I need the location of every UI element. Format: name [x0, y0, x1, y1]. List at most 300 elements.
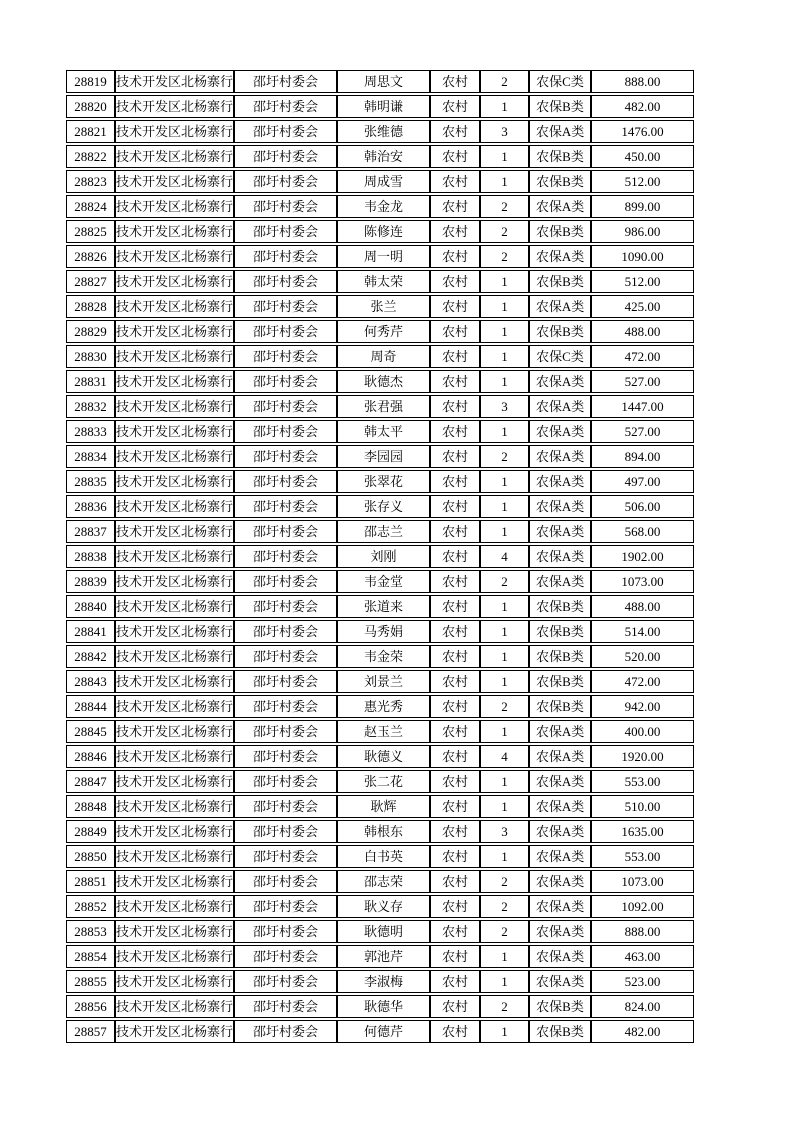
cell-person-count: 1: [480, 970, 529, 993]
cell-amount: 942.00: [591, 695, 694, 718]
cell-serial: 28849: [66, 820, 115, 843]
cell-district: 技术开发区北杨寨行: [115, 120, 234, 143]
cell-insurance-class: 农保A类: [529, 770, 591, 793]
cell-person-name: 韩治安: [337, 145, 430, 168]
table-row: [66, 195, 694, 218]
cell-person-count: 2: [480, 195, 529, 218]
table-row: [66, 645, 694, 668]
cell-village: 邵圩村委会: [234, 870, 337, 893]
cell-village: 邵圩村委会: [234, 920, 337, 943]
cell-village: 邵圩村委会: [234, 695, 337, 718]
cell-residence-type: 农村: [430, 495, 480, 518]
cell-district: 技术开发区北杨寨行: [115, 645, 234, 668]
table-row: [66, 845, 694, 868]
table-row: [66, 620, 694, 643]
cell-person-name: 周成雪: [337, 170, 430, 193]
table-row: [66, 345, 694, 368]
cell-village: 邵圩村委会: [234, 795, 337, 818]
cell-person-name: 张二花: [337, 770, 430, 793]
cell-district: 技术开发区北杨寨行: [115, 320, 234, 343]
cell-residence-type: 农村: [430, 970, 480, 993]
cell-residence-type: 农村: [430, 220, 480, 243]
cell-amount: 472.00: [591, 345, 694, 368]
table-row: [66, 720, 694, 743]
cell-insurance-class: 农保A类: [529, 495, 591, 518]
cell-district: 技术开发区北杨寨行: [115, 270, 234, 293]
cell-residence-type: 农村: [430, 645, 480, 668]
cell-residence-type: 农村: [430, 820, 480, 843]
cell-person-name: 韦金龙: [337, 195, 430, 218]
cell-village: 邵圩村委会: [234, 845, 337, 868]
cell-serial: 28844: [66, 695, 115, 718]
cell-amount: 514.00: [591, 620, 694, 643]
cell-insurance-class: 农保A类: [529, 420, 591, 443]
cell-person-count: 2: [480, 895, 529, 918]
cell-district: 技术开发区北杨寨行: [115, 895, 234, 918]
cell-residence-type: 农村: [430, 70, 480, 93]
cell-person-name: 张存义: [337, 495, 430, 518]
cell-insurance-class: 农保B类: [529, 145, 591, 168]
cell-residence-type: 农村: [430, 345, 480, 368]
cell-amount: 1092.00: [591, 895, 694, 918]
cell-amount: 512.00: [591, 170, 694, 193]
table-row: [66, 395, 694, 418]
cell-serial: 28834: [66, 445, 115, 468]
cell-insurance-class: 农保A类: [529, 745, 591, 768]
cell-person-name: 周奇: [337, 345, 430, 368]
table-row: [66, 520, 694, 543]
cell-insurance-class: 农保B类: [529, 645, 591, 668]
cell-person-name: 赵玉兰: [337, 720, 430, 743]
cell-village: 邵圩村委会: [234, 720, 337, 743]
cell-district: 技术开发区北杨寨行: [115, 95, 234, 118]
cell-district: 技术开发区北杨寨行: [115, 570, 234, 593]
table-row: [66, 870, 694, 893]
table-row: [66, 470, 694, 493]
cell-serial: 28836: [66, 495, 115, 518]
cell-person-name: 耿德义: [337, 745, 430, 768]
cell-amount: 888.00: [591, 70, 694, 93]
cell-village: 邵圩村委会: [234, 345, 337, 368]
cell-residence-type: 农村: [430, 370, 480, 393]
cell-village: 邵圩村委会: [234, 745, 337, 768]
cell-village: 邵圩村委会: [234, 120, 337, 143]
cell-residence-type: 农村: [430, 195, 480, 218]
cell-district: 技术开发区北杨寨行: [115, 345, 234, 368]
cell-village: 邵圩村委会: [234, 620, 337, 643]
cell-village: 邵圩村委会: [234, 95, 337, 118]
cell-village: 邵圩村委会: [234, 895, 337, 918]
table-row: [66, 795, 694, 818]
cell-residence-type: 农村: [430, 845, 480, 868]
cell-serial: 28848: [66, 795, 115, 818]
cell-person-name: 马秀娟: [337, 620, 430, 643]
cell-person-name: 白书英: [337, 845, 430, 868]
cell-insurance-class: 农保B类: [529, 995, 591, 1018]
cell-residence-type: 农村: [430, 895, 480, 918]
cell-village: 邵圩村委会: [234, 645, 337, 668]
cell-serial: 28853: [66, 920, 115, 943]
cell-amount: 899.00: [591, 195, 694, 218]
cell-insurance-class: 农保A类: [529, 920, 591, 943]
table-row: [66, 320, 694, 343]
cell-amount: 553.00: [591, 845, 694, 868]
cell-serial: 28839: [66, 570, 115, 593]
cell-person-name: 刘刚: [337, 545, 430, 568]
cell-amount: 482.00: [591, 95, 694, 118]
table-row: [66, 570, 694, 593]
cell-district: 技术开发区北杨寨行: [115, 845, 234, 868]
cell-person-count: 1: [480, 95, 529, 118]
cell-district: 技术开发区北杨寨行: [115, 295, 234, 318]
table-row: [66, 145, 694, 168]
cell-person-count: 1: [480, 270, 529, 293]
cell-person-name: 耿义存: [337, 895, 430, 918]
cell-person-count: 1: [480, 470, 529, 493]
cell-amount: 568.00: [591, 520, 694, 543]
table-row: [66, 95, 694, 118]
cell-person-count: 2: [480, 695, 529, 718]
cell-residence-type: 农村: [430, 445, 480, 468]
cell-district: 技术开发区北杨寨行: [115, 670, 234, 693]
cell-residence-type: 农村: [430, 945, 480, 968]
table-row: [66, 820, 694, 843]
cell-person-count: 2: [480, 995, 529, 1018]
cell-amount: 1920.00: [591, 745, 694, 768]
cell-village: 邵圩村委会: [234, 995, 337, 1018]
cell-insurance-class: 农保A类: [529, 720, 591, 743]
cell-residence-type: 农村: [430, 1020, 480, 1043]
cell-serial: 28832: [66, 395, 115, 418]
table-row: [66, 120, 694, 143]
cell-residence-type: 农村: [430, 920, 480, 943]
cell-serial: 28823: [66, 170, 115, 193]
cell-serial: 28847: [66, 770, 115, 793]
cell-district: 技术开发区北杨寨行: [115, 720, 234, 743]
cell-residence-type: 农村: [430, 870, 480, 893]
cell-person-count: 1: [480, 845, 529, 868]
cell-insurance-class: 农保B类: [529, 695, 591, 718]
cell-serial: 28851: [66, 870, 115, 893]
cell-residence-type: 农村: [430, 470, 480, 493]
cell-village: 邵圩村委会: [234, 820, 337, 843]
cell-amount: 488.00: [591, 595, 694, 618]
cell-insurance-class: 农保A类: [529, 245, 591, 268]
cell-insurance-class: 农保A类: [529, 570, 591, 593]
cell-district: 技术开发区北杨寨行: [115, 820, 234, 843]
table-row: [66, 545, 694, 568]
table-row: [66, 270, 694, 293]
cell-village: 邵圩村委会: [234, 145, 337, 168]
cell-serial: 28828: [66, 295, 115, 318]
cell-serial: 28830: [66, 345, 115, 368]
cell-district: 技术开发区北杨寨行: [115, 395, 234, 418]
cell-insurance-class: 农保B类: [529, 270, 591, 293]
cell-residence-type: 农村: [430, 245, 480, 268]
cell-person-count: 2: [480, 70, 529, 93]
cell-insurance-class: 农保A类: [529, 970, 591, 993]
cell-person-name: 韦金堂: [337, 570, 430, 593]
cell-insurance-class: 农保A类: [529, 370, 591, 393]
cell-district: 技术开发区北杨寨行: [115, 170, 234, 193]
cell-person-name: 陈修连: [337, 220, 430, 243]
table-row: [66, 920, 694, 943]
cell-residence-type: 农村: [430, 720, 480, 743]
cell-insurance-class: 农保A类: [529, 845, 591, 868]
cell-person-name: 张翠花: [337, 470, 430, 493]
cell-person-count: 3: [480, 120, 529, 143]
cell-insurance-class: 农保A类: [529, 945, 591, 968]
cell-residence-type: 农村: [430, 595, 480, 618]
cell-village: 邵圩村委会: [234, 170, 337, 193]
cell-person-count: 4: [480, 745, 529, 768]
cell-person-count: 1: [480, 520, 529, 543]
cell-serial: 28829: [66, 320, 115, 343]
cell-village: 邵圩村委会: [234, 470, 337, 493]
cell-person-count: 2: [480, 920, 529, 943]
cell-serial: 28825: [66, 220, 115, 243]
cell-insurance-class: 农保A类: [529, 870, 591, 893]
cell-insurance-class: 农保A类: [529, 445, 591, 468]
cell-district: 技术开发区北杨寨行: [115, 70, 234, 93]
table-row: [66, 70, 694, 93]
cell-residence-type: 农村: [430, 795, 480, 818]
cell-person-name: 韩根东: [337, 820, 430, 843]
records-table-body: [66, 70, 694, 1043]
cell-village: 邵圩村委会: [234, 770, 337, 793]
cell-person-count: 1: [480, 420, 529, 443]
cell-residence-type: 农村: [430, 95, 480, 118]
cell-serial: 28843: [66, 670, 115, 693]
cell-residence-type: 农村: [430, 695, 480, 718]
cell-person-count: 1: [480, 345, 529, 368]
cell-residence-type: 农村: [430, 520, 480, 543]
cell-serial: 28826: [66, 245, 115, 268]
cell-insurance-class: 农保B类: [529, 220, 591, 243]
cell-amount: 488.00: [591, 320, 694, 343]
cell-village: 邵圩村委会: [234, 670, 337, 693]
cell-person-name: 何德芹: [337, 1020, 430, 1043]
cell-person-name: 张君强: [337, 395, 430, 418]
cell-person-name: 耿德华: [337, 995, 430, 1018]
cell-person-name: 邵志兰: [337, 520, 430, 543]
cell-serial: 28841: [66, 620, 115, 643]
cell-person-name: 李园园: [337, 445, 430, 468]
cell-amount: 472.00: [591, 670, 694, 693]
table-row: [66, 695, 694, 718]
cell-insurance-class: 农保B类: [529, 595, 591, 618]
cell-insurance-class: 农保A类: [529, 895, 591, 918]
cell-serial: 28857: [66, 1020, 115, 1043]
cell-village: 邵圩村委会: [234, 570, 337, 593]
cell-person-name: 何秀芹: [337, 320, 430, 343]
cell-amount: 824.00: [591, 995, 694, 1018]
cell-amount: 425.00: [591, 295, 694, 318]
cell-district: 技术开发区北杨寨行: [115, 470, 234, 493]
cell-insurance-class: 农保A类: [529, 395, 591, 418]
cell-person-count: 1: [480, 595, 529, 618]
cell-amount: 1902.00: [591, 545, 694, 568]
cell-amount: 523.00: [591, 970, 694, 993]
cell-person-count: 1: [480, 295, 529, 318]
cell-person-count: 1: [480, 170, 529, 193]
table-row: [66, 295, 694, 318]
table-row: [66, 945, 694, 968]
cell-district: 技术开发区北杨寨行: [115, 970, 234, 993]
cell-insurance-class: 农保B类: [529, 620, 591, 643]
cell-village: 邵圩村委会: [234, 270, 337, 293]
cell-residence-type: 农村: [430, 320, 480, 343]
cell-insurance-class: 农保B类: [529, 170, 591, 193]
cell-serial: 28856: [66, 995, 115, 1018]
cell-village: 邵圩村委会: [234, 520, 337, 543]
cell-person-count: 1: [480, 370, 529, 393]
cell-village: 邵圩村委会: [234, 445, 337, 468]
cell-amount: 527.00: [591, 420, 694, 443]
cell-district: 技术开发区北杨寨行: [115, 870, 234, 893]
cell-person-name: 周一明: [337, 245, 430, 268]
table-row: [66, 445, 694, 468]
cell-residence-type: 农村: [430, 995, 480, 1018]
cell-person-count: 3: [480, 395, 529, 418]
cell-amount: 510.00: [591, 795, 694, 818]
cell-amount: 520.00: [591, 645, 694, 668]
cell-district: 技术开发区北杨寨行: [115, 695, 234, 718]
cell-amount: 1476.00: [591, 120, 694, 143]
cell-amount: 553.00: [591, 770, 694, 793]
cell-person-count: 1: [480, 645, 529, 668]
cell-amount: 527.00: [591, 370, 694, 393]
cell-village: 邵圩村委会: [234, 595, 337, 618]
cell-amount: 450.00: [591, 145, 694, 168]
cell-district: 技术开发区北杨寨行: [115, 770, 234, 793]
table-row: [66, 170, 694, 193]
cell-village: 邵圩村委会: [234, 220, 337, 243]
cell-residence-type: 农村: [430, 670, 480, 693]
cell-insurance-class: 农保A类: [529, 545, 591, 568]
cell-person-count: 2: [480, 870, 529, 893]
cell-insurance-class: 农保C类: [529, 70, 591, 93]
cell-residence-type: 农村: [430, 545, 480, 568]
cell-residence-type: 农村: [430, 270, 480, 293]
cell-district: 技术开发区北杨寨行: [115, 245, 234, 268]
cell-insurance-class: 农保A类: [529, 295, 591, 318]
cell-person-name: 邵志荣: [337, 870, 430, 893]
cell-residence-type: 农村: [430, 395, 480, 418]
cell-amount: 1073.00: [591, 570, 694, 593]
cell-amount: 1635.00: [591, 820, 694, 843]
cell-serial: 28831: [66, 370, 115, 393]
table-row: [66, 420, 694, 443]
cell-village: 邵圩村委会: [234, 495, 337, 518]
cell-amount: 482.00: [591, 1020, 694, 1043]
cell-district: 技术开发区北杨寨行: [115, 920, 234, 943]
cell-village: 邵圩村委会: [234, 970, 337, 993]
cell-serial: 28837: [66, 520, 115, 543]
cell-village: 邵圩村委会: [234, 195, 337, 218]
cell-amount: 1073.00: [591, 870, 694, 893]
cell-serial: 28854: [66, 945, 115, 968]
cell-amount: 512.00: [591, 270, 694, 293]
cell-person-count: 1: [480, 795, 529, 818]
cell-person-count: 2: [480, 445, 529, 468]
cell-district: 技术开发区北杨寨行: [115, 795, 234, 818]
cell-person-name: 韩太平: [337, 420, 430, 443]
cell-person-name: 韦金荣: [337, 645, 430, 668]
table-row: [66, 745, 694, 768]
cell-insurance-class: 农保B类: [529, 320, 591, 343]
cell-district: 技术开发区北杨寨行: [115, 195, 234, 218]
cell-village: 邵圩村委会: [234, 370, 337, 393]
cell-insurance-class: 农保A类: [529, 520, 591, 543]
cell-serial: 28835: [66, 470, 115, 493]
cell-district: 技术开发区北杨寨行: [115, 545, 234, 568]
cell-person-name: 耿德杰: [337, 370, 430, 393]
cell-residence-type: 农村: [430, 145, 480, 168]
cell-village: 邵圩村委会: [234, 320, 337, 343]
cell-residence-type: 农村: [430, 620, 480, 643]
cell-serial: 28838: [66, 545, 115, 568]
cell-residence-type: 农村: [430, 570, 480, 593]
cell-district: 技术开发区北杨寨行: [115, 220, 234, 243]
cell-amount: 1090.00: [591, 245, 694, 268]
cell-district: 技术开发区北杨寨行: [115, 1020, 234, 1043]
cell-amount: 463.00: [591, 945, 694, 968]
cell-serial: 28827: [66, 270, 115, 293]
cell-insurance-class: 农保B类: [529, 1020, 591, 1043]
cell-district: 技术开发区北杨寨行: [115, 145, 234, 168]
cell-serial: 28821: [66, 120, 115, 143]
cell-district: 技术开发区北杨寨行: [115, 495, 234, 518]
cell-person-name: 张兰: [337, 295, 430, 318]
cell-person-name: 耿辉: [337, 795, 430, 818]
table-row: [66, 495, 694, 518]
cell-serial: 28842: [66, 645, 115, 668]
cell-residence-type: 农村: [430, 170, 480, 193]
cell-amount: 1447.00: [591, 395, 694, 418]
cell-district: 技术开发区北杨寨行: [115, 745, 234, 768]
records-table: [66, 68, 694, 1045]
cell-person-name: 李淑梅: [337, 970, 430, 993]
cell-person-count: 2: [480, 245, 529, 268]
cell-insurance-class: 农保B类: [529, 670, 591, 693]
cell-person-count: 1: [480, 720, 529, 743]
cell-residence-type: 农村: [430, 420, 480, 443]
cell-amount: 986.00: [591, 220, 694, 243]
cell-person-name: 郭池芹: [337, 945, 430, 968]
cell-person-count: 4: [480, 545, 529, 568]
cell-serial: 28840: [66, 595, 115, 618]
cell-serial: 28850: [66, 845, 115, 868]
cell-serial: 28820: [66, 95, 115, 118]
cell-serial: 28819: [66, 70, 115, 93]
cell-person-name: 张维德: [337, 120, 430, 143]
cell-residence-type: 农村: [430, 770, 480, 793]
table-row: [66, 770, 694, 793]
cell-person-count: 1: [480, 495, 529, 518]
cell-village: 邵圩村委会: [234, 1020, 337, 1043]
table-row: [66, 595, 694, 618]
table-row: [66, 1020, 694, 1043]
cell-residence-type: 农村: [430, 120, 480, 143]
table-row: [66, 220, 694, 243]
cell-person-count: 1: [480, 620, 529, 643]
cell-village: 邵圩村委会: [234, 70, 337, 93]
cell-district: 技术开发区北杨寨行: [115, 945, 234, 968]
cell-residence-type: 农村: [430, 295, 480, 318]
cell-serial: 28845: [66, 720, 115, 743]
table-row: [66, 245, 694, 268]
